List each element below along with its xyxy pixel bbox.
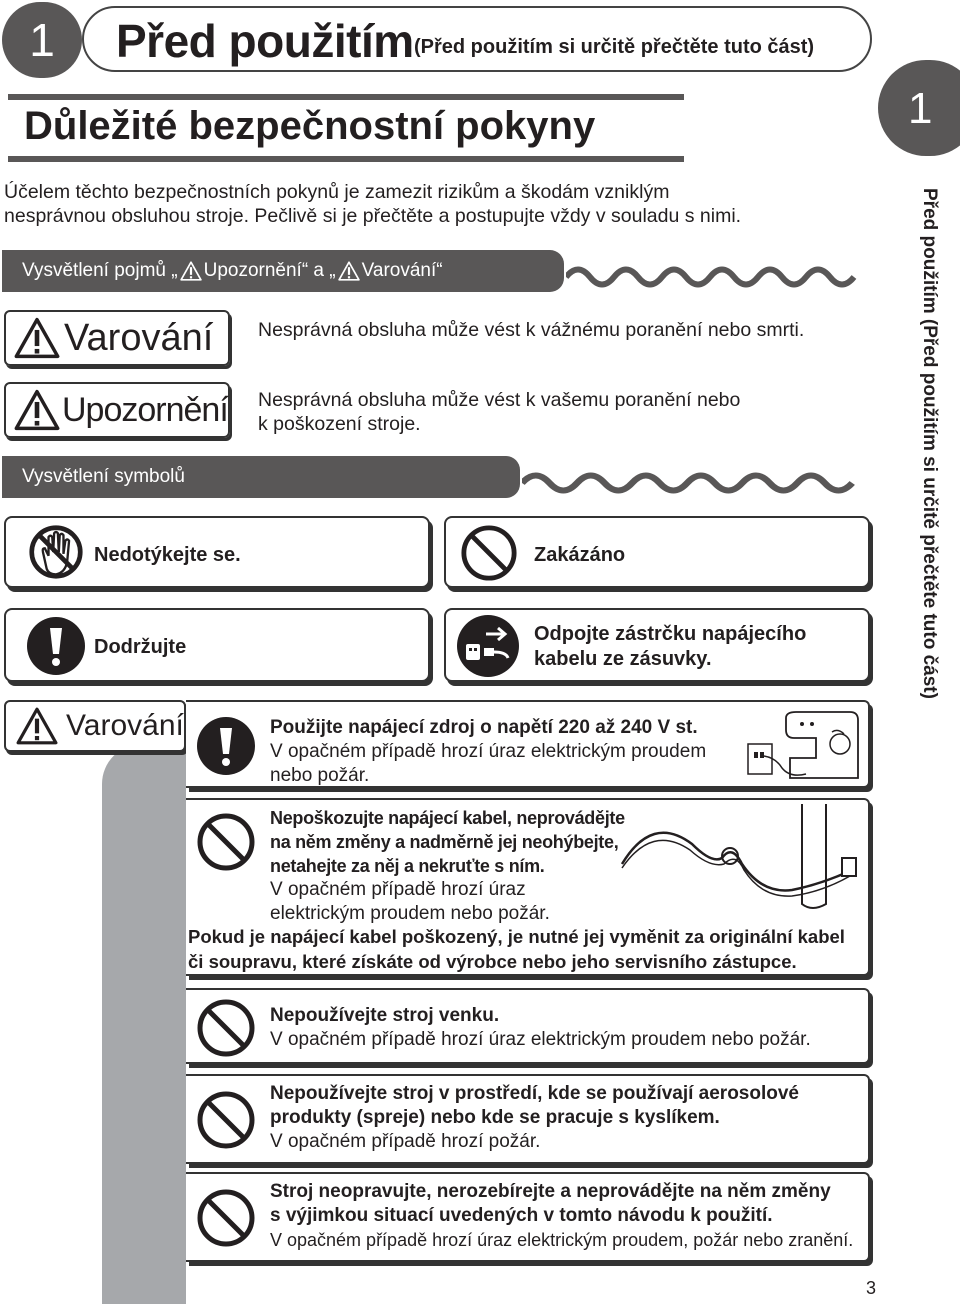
symbol-label: Zakázáno [534,544,626,566]
symbols-bar-text: Vysvětlení symbolů [22,466,185,487]
symbols-bar [2,456,520,498]
page-subtitle: (Před použitím si určitě přečtěte tuto část) [414,36,815,58]
sewing-machine-outlet-illustration [746,708,864,784]
symbol-comply [4,608,430,682]
terms-bar-text: Upozornění“ a „ [203,260,336,281]
section-title: Důležité bezpečnostní pokyny [24,104,596,148]
warning-item-text [270,806,625,926]
warning-item [186,798,870,976]
symbol-label: Dodržujte [94,636,187,658]
prohibited-icon [196,812,256,872]
mandatory-action-icon [26,616,86,676]
side-tab-number: 1 [908,84,933,133]
side-tab-badge [878,60,960,156]
warning-item [186,1172,870,1262]
terms-bar [2,250,564,292]
caution-desc-line: Nesprávná obsluha může vést k vašemu poranění nebo [258,389,741,411]
warning-item-line: V opačném případě hrozí požár. [270,1131,541,1152]
note-line: či soupravu, které získáte od výrobce nebo jeho servisního zástupce. [188,951,797,972]
side-tab-text: Před použitím (Před použitím si určitě přečtěte tuto část) [919,188,940,699]
terms-bar-text: Varování“ [361,260,443,281]
warning-item-text [270,1180,853,1252]
unplug-line: kabelu ze zásuvky. [534,648,712,670]
warning-item-bold: s výjimkou situací uvedených v tomto návodu k použití. [270,1205,773,1226]
warning-item [186,700,870,788]
intro-line: Účelem těchto bezpečnostních pokynů je zamezit rizikům a škodám vzniklým [4,181,670,203]
warning-item-line: V opačném případě hrozí úraz elektrickým proudem, požár nebo zranění. [270,1230,854,1250]
symbol-unplug [444,608,870,682]
warnings-label-box [4,700,186,752]
symbol-label: Nedotýkejte se. [94,544,241,566]
cable-replacement-note [188,924,868,974]
page-number: 3 [866,1278,877,1298]
warning-triangle-icon [338,261,360,281]
prohibited-icon [196,1188,256,1248]
warning-sidebar-band [102,744,186,1304]
warning-item-bold: Nepoužívejte stroj venku. [270,1005,500,1026]
no-touch-hand-icon [28,524,84,580]
warning-item-bold: produkty (spreje) nebo kde se pracuje s kyslíkem. [270,1107,720,1128]
caution-label: Upozornění [62,390,228,429]
warning-item-line: nebo požár. [270,765,370,786]
warnings-label: Varování [66,709,184,742]
chapter-number: 1 [29,14,55,66]
warning-label-box [4,310,230,366]
terms-bar-text: Vysvětlení pojmů „ [22,260,178,281]
page-title: Před použitím [116,15,414,67]
section-rule-bottom [8,156,684,162]
warning-item-bold: Použijte napájecí zdroj o napětí 220 až 240 V st. [270,717,698,738]
warning-item-line: V opačném případě hrozí úraz [270,879,526,900]
caution-desc-line: k poškození stroje. [258,413,421,435]
section-rule-top [8,94,684,100]
symbol-do-not-touch [4,516,430,588]
warning-item-line: V opačném případě hrozí úraz elektrickým proudem [270,741,707,762]
unplug-icon [456,614,520,678]
warning-item [186,988,870,1064]
warning-item-text [270,1004,811,1052]
warning-label: Varování [64,316,214,359]
chapter-number-badge [2,2,82,78]
prohibited-icon [460,524,518,582]
warning-item-bold: Nepoužívejte stroj v prostředí, kde se používají aerosolové [270,1083,799,1104]
intro-line: nesprávnou obsluhou stroje. Pečlivě si je přečtěte a postupujte vždy v souladu s nimi. [4,205,742,227]
warning-description: Nesprávná obsluha může vést k vážnému poranění nebo smrti. [258,319,805,341]
damaged-cable-illustration [612,804,862,922]
symbol-prohibited [444,516,870,588]
mandatory-action-icon [196,716,256,776]
intro-text [4,180,804,228]
warning-item-text [270,1082,799,1154]
warning-triangle-icon [180,261,202,281]
warning-item [186,1074,870,1164]
note-line: Pokud je napájecí kabel poškozený, je nutné jej vyměnit za originální kabel [188,926,845,947]
wavy-divider [566,262,866,292]
caution-description [258,388,740,436]
warning-item-bold: na něm změny a nadměrně jej neohýbejte, [270,832,619,852]
warning-item-bold: netahejte za něj a nekruťte s ním. [270,856,545,876]
warning-triangle-icon [14,389,60,431]
warning-item-line: elektrickým proudem nebo požár. [270,903,550,924]
wavy-divider [522,468,866,498]
caution-label-box [4,382,230,438]
symbol-label [534,622,806,672]
prohibited-icon [196,1090,256,1150]
warning-item-bold: Nepoškozujte napájecí kabel, neprovádějte [270,808,625,828]
warning-item-text [270,716,706,788]
warning-item-bold: Stroj neopravujte, nerozebírejte a neprovádějte na něm změny [270,1181,831,1202]
prohibited-icon [196,998,256,1058]
warning-item-line: V opačném případě hrozí úraz elektrickým proudem nebo požár. [270,1029,811,1050]
unplug-line: Odpojte zástrčku napájecího [534,623,807,645]
warning-triangle-icon [14,317,60,359]
warning-triangle-icon [16,707,58,745]
